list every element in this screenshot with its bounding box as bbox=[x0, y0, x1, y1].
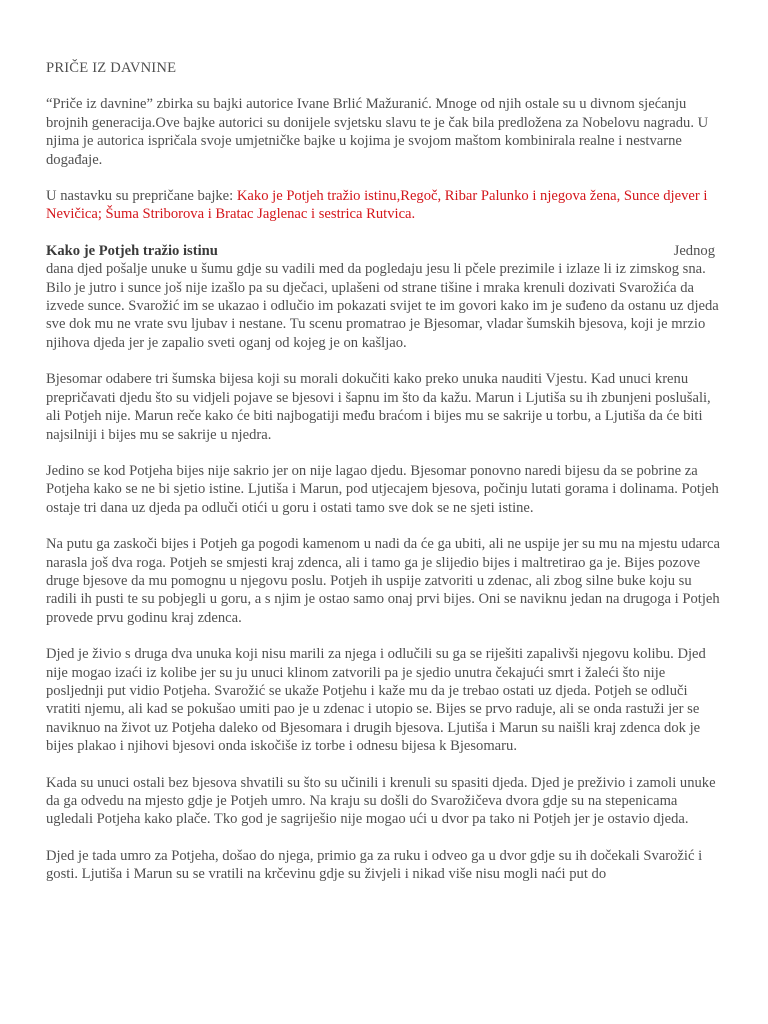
document-title: PRIČE IZ DAVNINE bbox=[46, 60, 177, 76]
story-paragraph-2: Bjesomar odabere tri šumska bijesa koji su morali dokučiti kako preko unuka nauditi Vjestu. Kad unuci krenu prepričavati djedu što su vidjeli pojave se bjesovi i šapnu im što da kažu. Marun i Ljutiša su ih zbunjeni poslušali, ali Potjeh nije. Marun reče kako će biti najbogatiji među braćom i bijes mu se sakrije u torbu, a Ljutiša da će biti najsilniji i bijes mu se sakrije u njedra. bbox=[46, 371, 711, 443]
story-paragraph-6: Kada su unuci ostali bez bjesova shvatili su što su učinili i krenuli su spasiti djeda. Djed je preživio i zamoli unuke da ga odvedu na mjesto gdje je Potjeh umro. Na kraju su došli do Svarožičeva dvora gdje su na stepenicama ugledali Potjeha kako plače. Tko god je sagriješio nije mogao ući u dvor pa tako ni Potjeh jer je ostavio djeda. bbox=[46, 774, 716, 828]
story-paragraph-5: Djed je živio s druga dva unuka koji nisu marili za njega i odlučili su ga se riješiti zapalivši njegovu kolibu. Djed nije mogao izaći iz kolibe jer su ju unuci klinom zatvorili pa je sjedio unutra čekajući smrt i žaleći što nije posljednji put vidio Potjeha. Svarožić se ukaže Potjehu i kaže mu da je trebao ostati uz djeda. Potjeh se odluči vratiti njemu, ali kad se pokušao umiti pao je u zdenac i utopio se. Bijes se prvo raduje, ali se onda rastuži jer se naviknuo na život uz Potjeha daleko od Bjesomara i drugih bjesova. Ljutiša i Marun su naišli kraj zdenca dok je bijes plakao i njihovi bjesovi onda iskočiše iz torbe i odnesu bijesa k Bjesomaru. bbox=[46, 646, 706, 755]
document-page bbox=[46, 59, 721, 884]
story-heading: Kako je Potjeh tražio istinu bbox=[46, 242, 218, 259]
story-paragraph-7: Djed je tada umro za Potjeha, došao do njega, primio ga za ruku i odveo ga u dvor gdje su ih dočekali Svarožić i gosti. Ljutiša i Marun su se vratili na krčevinu gdje su živjeli i nikad više nisu mogli naći put do bbox=[46, 847, 703, 883]
intro-paragraph: “Priče iz davnine” zbirka su bajki autorice Ivane Brlić Mažuranić. Mnoge od njih ostale su u divnom sjećanju brojnih generacija.Ove bajke autorici su donijele svjetsku slavu te je čak bila predložena za Nobelovu nagradu. U njima je autorica ispričala svoje umjetničke bajke u kojima je svojom maštom kombinirala realne i nestvarne događaje. bbox=[46, 96, 709, 168]
story-paragraph-1: dana djed pošalje unuke u šumu gdje su vadili med da pogledaju jesu li pčele prezimile i izlaze li iz zimskog sna. Bilo je jutro i sunce još nije izašlo pa su dječaci, uplašeni od strane tišine i mraka krenuli dozivati Svarožića da izvede sunce. Svarožić im se ukazao i odlučio im pokazati svijet te im govori kako im je suđeno da ostanu uz djeda sve dok mu ne vrate svu ljubav i nestane. Tu scenu promatrao je Bjesomar, vladar šumskih bjesova, koji je mrzio njihova djeda jer je zapalio sveti oganj od kojeg je on kašljao. bbox=[46, 261, 719, 351]
story-heading-line bbox=[46, 242, 721, 260]
story-heading-continuation: Jednog bbox=[673, 242, 715, 259]
retold-list: Kako je Potjeh tražio istinu,Regoč, Ribar Palunko i njegova žena, Sunce djever i Nevičica; Šuma Striborova i Bratac Jaglenac i sestrica Rutvica. bbox=[46, 188, 708, 223]
story-paragraph-4: Na putu ga zaskoči bijes i Potjeh ga pogodi kamenom u nadi da će ga ubiti, ali ne uspije jer su mu na mjestu udarca narasla još dva roga. Potjeh se smjesti kraj zdenca, ali i tamo ga je slijedio bijes i maltretirao ga je. Bijes pozove druge bjesove da mu pomognu u njegovu poslu. Potjeh ih uspije zatvoriti u zdenac, ali zbog silne buke koju su radili ih pusti te su pobjegli u goru, a s njim je ostao samo onaj prvi bijes. Oni se naviknu jedan na drugoga i Potjeh provede prvu godinu kraj zdenca. bbox=[46, 536, 720, 626]
retold-prefix: U nastavku su prepričane bajke: bbox=[46, 188, 237, 205]
story-paragraph-3: Jedino se kod Potjeha bijes nije sakrio jer on nije lagao djedu. Bjesomar ponovno naredi bijesu da se pobrine za Potjeha kako se ne bi sjetio istine. Ljutiša i Marun, pod utjecajem bjesova, počinju lutati gorama i dolinama. Potjeh ostaje tri dana uz djeda pa odluči otići u goru i ostati tamo sve dok se ne sjeti istine. bbox=[46, 462, 719, 516]
retold-paragraph bbox=[46, 187, 721, 224]
